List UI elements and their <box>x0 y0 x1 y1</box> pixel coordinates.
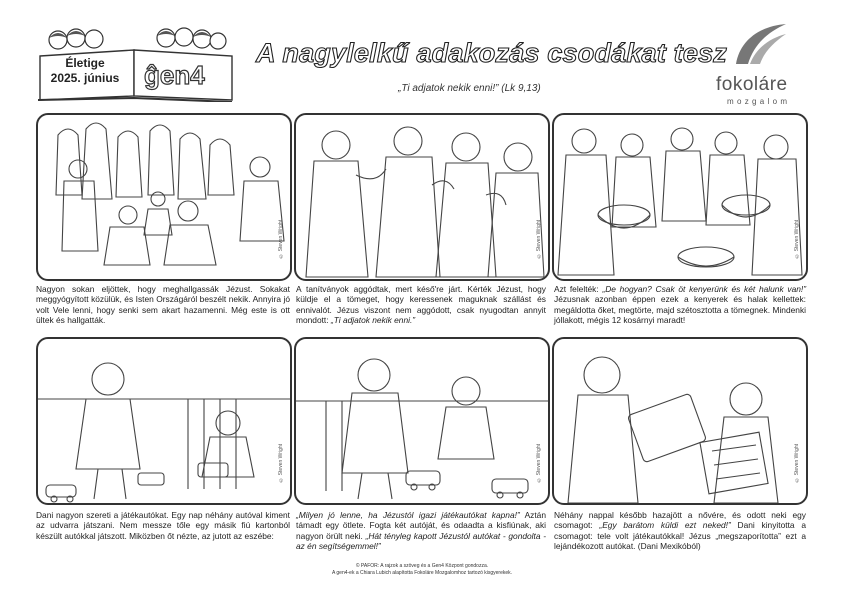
caption-quote: „De hogyan? Csak öt kenyerünk és két halunk van!” <box>602 284 807 294</box>
giving-cars-illustration <box>296 339 548 503</box>
illustration-credit: © Steven Wright <box>794 444 800 483</box>
panel-2-disciples <box>294 113 550 281</box>
boy-playing-cars-illustration <box>38 339 290 503</box>
panel-5-caption <box>296 510 546 552</box>
panel-4-toy-cars <box>36 337 292 505</box>
panel-3-caption <box>554 284 806 326</box>
panel-2-caption <box>296 284 546 326</box>
illustration-credit: © Steven Wright <box>794 220 800 259</box>
footer-line-1: © PAFOR: A rajzok a szöveg és a Gen4 Központ gondozza. <box>355 563 489 569</box>
brand-sub: mozgalom <box>727 97 791 106</box>
package-gift-illustration <box>554 339 806 503</box>
caption-quote: „Hát tényleg kapott Jézustól autókat - gondolta - az én segítségemmel!” <box>296 530 546 552</box>
crowd-listening-illustration <box>38 115 290 279</box>
caption-text: Nagyon sokan eljöttek, hogy meghallgassák Jézust. Sokakat meggyógyított közülük, és Isten Országáról beszélt nekik. Annyira jó volt Vele lenni, hogy senki sem akart hazamenni. Még este is ott ültek és hallgatták. <box>36 284 290 326</box>
svg-text:ĝen4: ĝen4 <box>144 60 205 90</box>
sharing-bread-illustration <box>554 115 806 279</box>
illustration-credit: © Steven Wright <box>536 220 542 259</box>
panel-4-caption <box>36 510 290 541</box>
caption-text: Dani nagyon szereti a játékautókat. Egy nap néhány autóval kiment az udvarra játszani. Nem messze tőle egy másik fiú kartonból készült autókkal játszott. Miközben őt nézte, az jutott az eszébe: <box>36 510 290 541</box>
panel-1-caption <box>36 284 290 326</box>
caption-text: A tanítványok aggódtak, mert késő're járt. Kérték Jézust, hogy küldje el a tömeget, hogy keressenek maguknak szállást és ennivalót. Jézus viszont nem aggódott, csak nyugodtan annyit mondott: <box>296 284 546 326</box>
illustration-credit: © Steven Wright <box>536 444 542 483</box>
illustration-credit: © Steven Wright <box>278 444 284 483</box>
footer <box>296 563 548 577</box>
page-title: A nagylelkű adakozás csodákat tesz <box>256 38 727 68</box>
caption-quote: „Egy barátom küldi ezt neked!” <box>599 520 731 531</box>
panel-6-caption <box>554 510 806 552</box>
badge <box>40 56 130 92</box>
caption-quote: „Ti adjatok nekik enni.” <box>330 315 416 326</box>
panel-5-giving <box>294 337 550 505</box>
caption-text: Azt felelték: <box>554 284 603 294</box>
illustration-credit: © Steven Wright <box>278 220 284 259</box>
page-subtitle: „Ti adjatok nekik enni!” (Lk 9,13) <box>398 83 541 94</box>
disciples-talking-illustration <box>296 115 548 279</box>
caption-text: Dani kinyitotta a csomagot: tele volt játékautókkal! Jézus „megszaporította” ezt a lejándékozott autókat. (Dani Mexikóból) <box>554 520 806 552</box>
badge-title: Életige <box>65 56 105 70</box>
caption-text: Jézusnak azonban éppen ezek a kenyerek és halak kellettek: megáldotta őket, megtörte, majd szétosztotta a tömegnek. Mindenki jóllakott, mégis 12 kosárnyi maradt! <box>554 294 806 326</box>
caption-quote: „Milyen jó lenne, ha Jézustól igazi játékautókat kapna!” <box>296 510 520 520</box>
fokolare-logo-icon <box>730 20 790 70</box>
panel-6-package <box>552 337 808 505</box>
badge-date: 2025. június <box>50 71 120 85</box>
brand-name: fokoláre <box>716 74 788 95</box>
caption-text: Néhány nappal később hazajött a nővére, és odott neki egy csomagot: <box>554 510 806 531</box>
panel-1-crowd <box>36 113 292 281</box>
panel-3-bread <box>552 113 808 281</box>
caption-text: Aztán támadt egy ötlete. Fogta két autóját, és odaadta a kisfiúnak, aki nagyon örült neki. <box>296 510 546 541</box>
footer-line-2: A gen4-ek a Chiara Lubich alapította Fokoláre Mozgalomhoz tartozó kisgyerekek. <box>331 570 513 576</box>
